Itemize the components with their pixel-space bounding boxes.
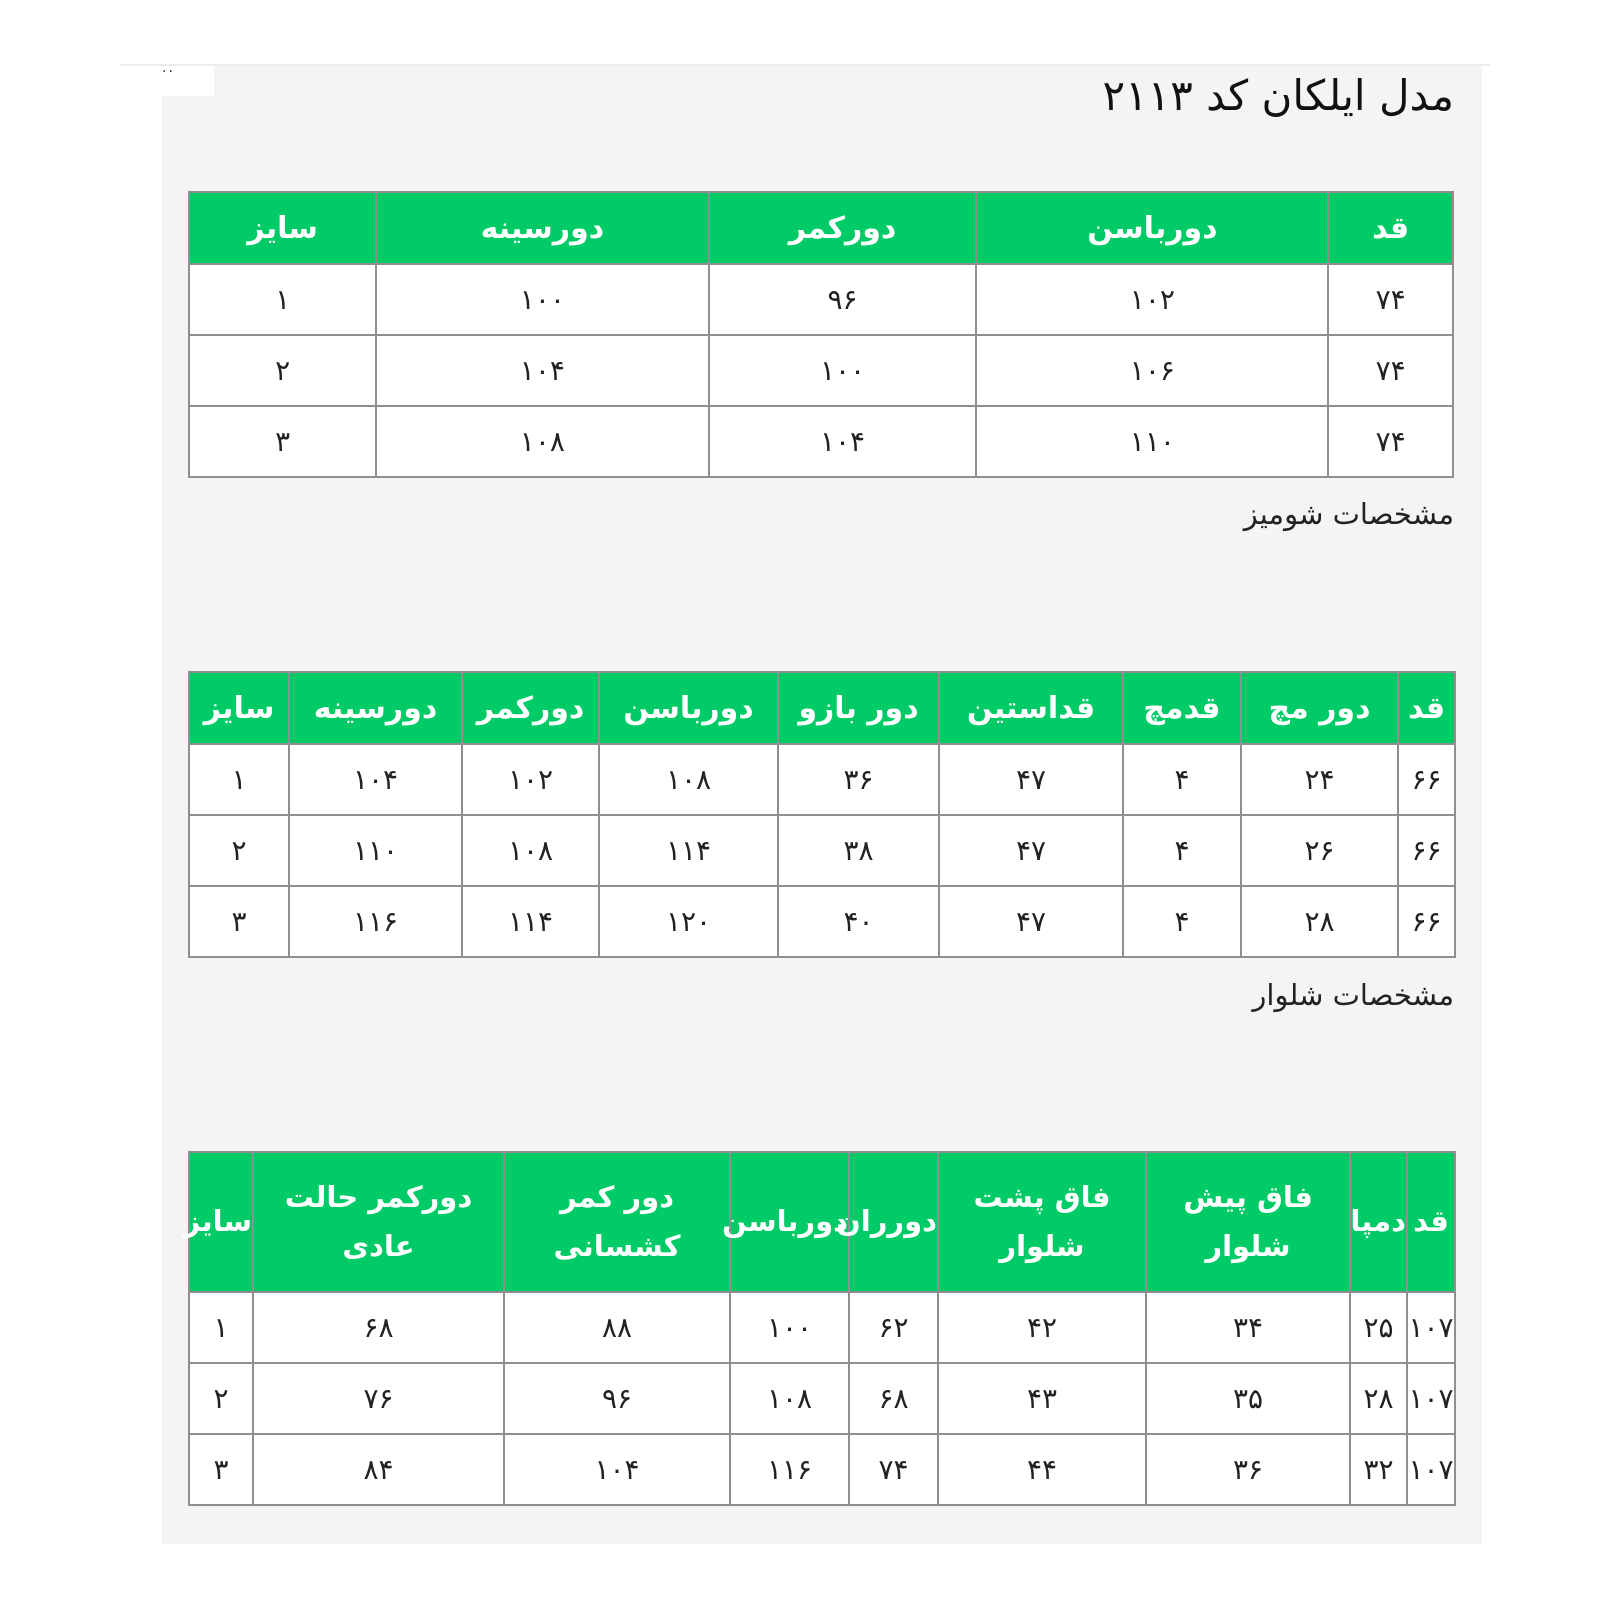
table-cell: ۱۰۸ xyxy=(599,744,778,815)
table-cell: ۲۸ xyxy=(1241,886,1398,957)
table-cell: ۱۰۰ xyxy=(730,1292,849,1363)
table-cell: ۳ xyxy=(189,1434,253,1505)
size-table-1 xyxy=(188,191,1454,478)
table-cell: ۳ xyxy=(189,406,376,477)
corner-chip xyxy=(162,60,214,96)
table-header-row xyxy=(189,192,1453,264)
table-cell: ۱۱۰ xyxy=(976,406,1328,477)
table-row xyxy=(189,744,1455,815)
table-cell: ۴۴ xyxy=(938,1434,1146,1505)
table-cell: ۳۲ xyxy=(1350,1434,1407,1505)
table-cell: ۱۱۴ xyxy=(599,815,778,886)
table-cell: ۶۶ xyxy=(1398,815,1455,886)
table-cell: ۴۷ xyxy=(939,744,1123,815)
table-cell: ۴ xyxy=(1123,744,1241,815)
table-cell: ۲۴ xyxy=(1241,744,1398,815)
table-cell: ۱ xyxy=(189,744,289,815)
table-cell: ۲۶ xyxy=(1241,815,1398,886)
header-cell: دور بازو xyxy=(778,672,939,744)
table-row xyxy=(189,264,1453,335)
table-cell: ۲۸ xyxy=(1350,1363,1407,1434)
table-cell: ۷۴ xyxy=(849,1434,938,1505)
table-cell: ۴ xyxy=(1123,886,1241,957)
header-cell: قد xyxy=(1398,672,1455,744)
table-cell: ۴۲ xyxy=(938,1292,1146,1363)
header-cell: دور مچ xyxy=(1241,672,1398,744)
table-cell: ۶۸ xyxy=(253,1292,504,1363)
table-cell: ۳۶ xyxy=(778,744,939,815)
table-cell: ۷۶ xyxy=(253,1363,504,1434)
blouse-specs-caption: مشخصات شومیز xyxy=(1243,497,1454,531)
table-cell: ۹۶ xyxy=(709,264,977,335)
corner-text: .. xyxy=(162,60,175,76)
table-cell: ۱۱۶ xyxy=(289,886,462,957)
table-row xyxy=(189,886,1455,957)
table-cell: ۷۴ xyxy=(1328,335,1453,406)
table-row xyxy=(189,406,1453,477)
table-row xyxy=(189,1292,1455,1363)
table-row xyxy=(189,815,1455,886)
header-cell: فاق پشت شلوار xyxy=(938,1152,1146,1292)
header-cell: سایز xyxy=(189,672,289,744)
header-cell: دورباسن xyxy=(976,192,1328,264)
table-cell: ۱ xyxy=(189,1292,253,1363)
table-cell: ۲ xyxy=(189,1363,253,1434)
table-cell: ۱۰۰ xyxy=(376,264,708,335)
table-cell: ۴۷ xyxy=(939,815,1123,886)
table-cell: ۴۰ xyxy=(778,886,939,957)
table-cell: ۸۸ xyxy=(504,1292,730,1363)
table-row xyxy=(189,1434,1455,1505)
header-cell: سایز xyxy=(189,192,376,264)
table-cell: ۴ xyxy=(1123,815,1241,886)
table-cell: ۱۰۴ xyxy=(289,744,462,815)
table-cell: ۱۰۴ xyxy=(376,335,708,406)
table-cell: ۱۲۰ xyxy=(599,886,778,957)
table-cell: ۱۱۴ xyxy=(462,886,599,957)
header-cell: دورکمر حالت عادی xyxy=(253,1152,504,1292)
header-cell: دورران xyxy=(849,1152,938,1292)
header-cell: قد xyxy=(1407,1152,1455,1292)
table-row xyxy=(189,1363,1455,1434)
table-cell: ۷۴ xyxy=(1328,406,1453,477)
table-cell: ۱۰۴ xyxy=(709,406,977,477)
table-cell: ۲۵ xyxy=(1350,1292,1407,1363)
header-cell: دورباسن xyxy=(599,672,778,744)
table-cell: ۳ xyxy=(189,886,289,957)
table-cell: ۲ xyxy=(189,335,376,406)
table-cell: ۱۰۸ xyxy=(730,1363,849,1434)
header-cell: فاق پیش شلوار xyxy=(1146,1152,1350,1292)
table-cell: ۳۶ xyxy=(1146,1434,1350,1505)
header-cell: دورباسن xyxy=(730,1152,849,1292)
table-cell: ۱۰۲ xyxy=(462,744,599,815)
table-cell: ۱۰۲ xyxy=(976,264,1328,335)
table-cell: ۱۰۷ xyxy=(1407,1363,1455,1434)
table-cell: ۱۰۸ xyxy=(462,815,599,886)
table-cell: ۶۲ xyxy=(849,1292,938,1363)
table-cell: ۱۰۸ xyxy=(376,406,708,477)
size-table-2 xyxy=(188,671,1456,958)
header-cell: دور کمر کشسانی xyxy=(504,1152,730,1292)
table-cell: ۹۶ xyxy=(504,1363,730,1434)
table-header-row xyxy=(189,1152,1455,1292)
header-cell: دورسینه xyxy=(376,192,708,264)
page-title: مدل ایلکان کد ۲۱۱۳ xyxy=(1102,71,1454,120)
table-cell: ۱۰۷ xyxy=(1407,1434,1455,1505)
table-cell: ۱۱۰ xyxy=(289,815,462,886)
table-cell: ۱۱۶ xyxy=(730,1434,849,1505)
table-cell: ۶۶ xyxy=(1398,744,1455,815)
header-cell: قدمچ xyxy=(1123,672,1241,744)
pants-specs-caption: مشخصات شلوار xyxy=(1252,978,1454,1012)
table-cell: ۳۴ xyxy=(1146,1292,1350,1363)
table-cell: ۶۸ xyxy=(849,1363,938,1434)
table-cell: ۸۴ xyxy=(253,1434,504,1505)
table-cell: ۳۵ xyxy=(1146,1363,1350,1434)
table-cell: ۴۳ xyxy=(938,1363,1146,1434)
table-cell: ۱۰۷ xyxy=(1407,1292,1455,1363)
table-cell: ۱ xyxy=(189,264,376,335)
table-cell: ۳۸ xyxy=(778,815,939,886)
table-cell: ۶۶ xyxy=(1398,886,1455,957)
table-cell: ۲ xyxy=(189,815,289,886)
header-cell: قد xyxy=(1328,192,1453,264)
table-cell: ۴۷ xyxy=(939,886,1123,957)
header-cell: سایز xyxy=(189,1152,253,1292)
table-row xyxy=(189,335,1453,406)
table-header-row xyxy=(189,672,1455,744)
header-cell: دورکمر xyxy=(709,192,977,264)
table-cell: ۱۰۴ xyxy=(504,1434,730,1505)
header-cell: دورکمر xyxy=(462,672,599,744)
size-table-3 xyxy=(183,1151,1456,1506)
table-cell: ۷۴ xyxy=(1328,264,1453,335)
table-cell: ۱۰۰ xyxy=(709,335,977,406)
table-cell: ۱۰۶ xyxy=(976,335,1328,406)
header-cell: دورسینه xyxy=(289,672,462,744)
header-cell: دمپا xyxy=(1350,1152,1407,1292)
header-cell: قداستین xyxy=(939,672,1123,744)
